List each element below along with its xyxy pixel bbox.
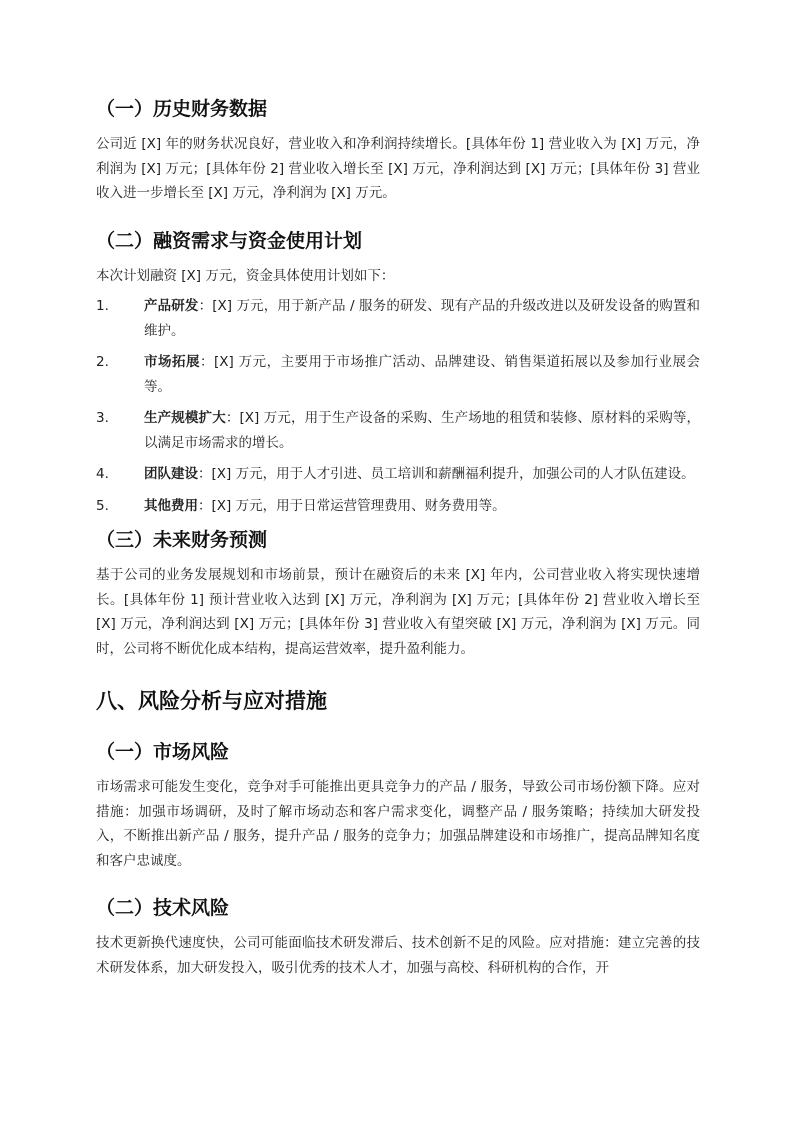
section-title-financing: （二）融资需求与资金使用计划 [96,229,363,252]
list-number: 4. [96,466,109,482]
list-item [96,350,700,399]
tech-risk-paragraph: 技术更新换代速度快，公司可能面临技术研发滞后、技术创新不足的风险。应对措施：建立完善的技术研发体系，加大研发投入，吸引优秀的技术人才，加强与高校、科研机构的合作，开 [96,935,700,976]
section-title-forecast: （三）未来财务预测 [96,529,268,551]
list-text: ：[X] 万元，用于新产品 / 服务的研发、现有产品的升级改进以及研发设备的购置和维护。 [144,298,701,339]
list-item [96,406,700,455]
market-risk-paragraph: 市场需求可能发生变化，竞争对手可能推出更具竞争力的产品 / 服务，导致公司市场份额下降。应对措施：加强市场调研，及时了解市场动态和客户需求变化，调整产品 / 服务策略；持续加大研发投入，不断推出新产品 / 服务，提升产品 / 服务的竞争力；加强品牌建设和市场推广，提高品牌知名度和客户忠诚度。 [96,779,700,869]
section-title-tech-risk: （二）技术风险 [96,897,230,919]
list-term: 团队建设 [144,466,198,482]
list-text: ：[X] 万元，用于日常运营管理费用、财务费用等。 [198,497,506,514]
section-title-history: （一）历史财务数据 [96,98,268,120]
funding-plan-list [96,294,700,518]
list-number: 3. [96,410,109,426]
financing-intro: 本次计划融资 [X] 万元，资金具体使用计划如下： [96,267,395,284]
list-number: 1. [96,298,109,314]
list-number: 2. [96,354,109,370]
list-item [96,294,700,343]
list-term: 其他费用 [144,497,198,514]
list-text: ：[X] 万元，用于人才引进、员工培训和薪酬福利提升，加强公司的人才队伍建设。 [198,466,695,482]
list-number: 5. [96,497,109,514]
document-page [96,94,700,980]
list-item [96,494,700,519]
history-paragraph: 公司近 [X] 年的财务状况良好，营业收入和净利润持续增长。[具体年份 1] 营业收入为 [X] 万元，净利润为 [X] 万元；[具体年份 2] 营业收入增长至 [X] 万元，净利润达到 [X] 万元；[具体年份 3] 营业收入进一步增长至 [X] 万元，净利润为 [X] 万元。 [96,136,700,201]
list-term: 生产规模扩大 [144,410,226,426]
list-text: ：[X] 万元，主要用于市场推广活动、品牌建设、销售渠道拓展以及参加行业展会等。 [144,354,701,395]
list-term: 市场拓展 [144,354,200,370]
list-text: ：[X] 万元，用于生产设备的采购、生产场地的租赁和装修、原材料的采购等，以满足市场需求的增长。 [144,410,701,451]
list-term: 产品研发 [144,298,199,314]
section-title-market-risk: （一）市场风险 [96,741,230,763]
list-item [96,462,700,487]
forecast-paragraph: 基于公司的业务发展规划和市场前景，预计在融资后的未来 [X] 年内，公司营业收入将实现快速增长。[具体年份 1] 预计营业收入达到 [X] 万元，净利润为 [X] 万元；[具体年份 2] 营业收入增长至 [X] 万元，净利润达到 [X] 万元；[具体年份 3] 营业收入有望突破 [X] 万元，净利润为 [X] 万元。同时，公司将不断优化成本结构，提高运营效率，提升盈利能力。 [96,567,700,657]
chapter-title-risk: 八、风险分析与应对措施 [96,689,327,713]
